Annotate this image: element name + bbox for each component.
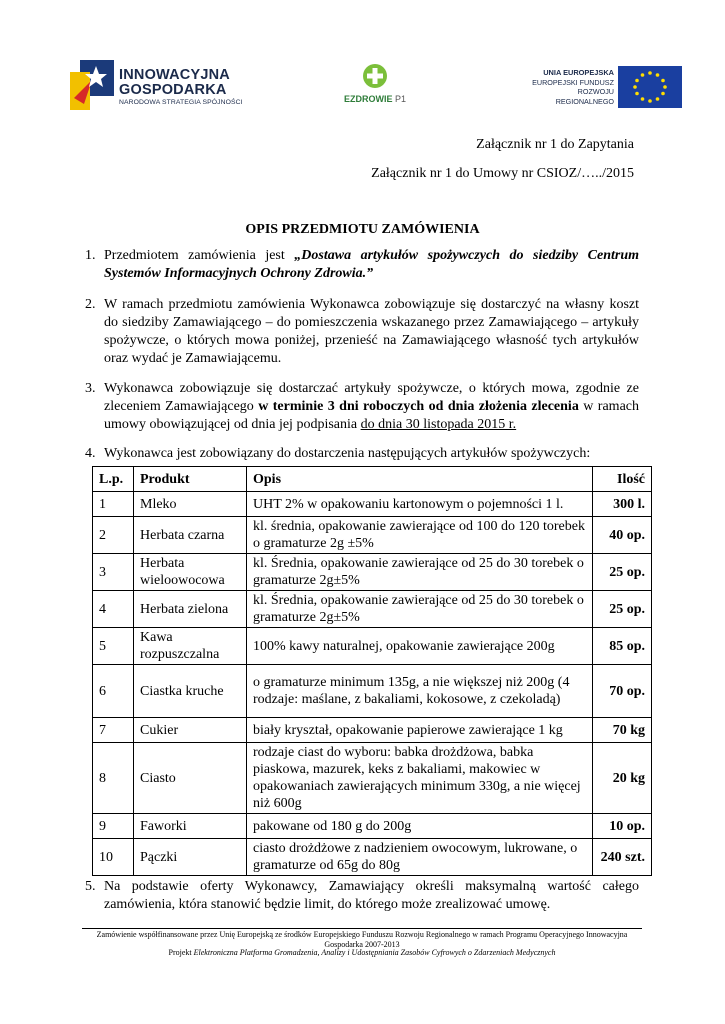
footer-project-note: Projekt Elektroniczna Platforma Gromadzenia, Analizy i Udostępniania Zasobów Cyfrowych o Zdarzeniach Medycznych bbox=[168, 948, 556, 957]
paragraph-number: 1. bbox=[85, 248, 96, 263]
attachment-ref-inquiry: Załącznik nr 1 do Zapytania bbox=[476, 137, 634, 152]
paragraph-5: 5. Na podstawie oferty Wykonawcy, Zamawiający określi maksymalną wartość całego zamówienia, która stanowić będzie limit, do którego może zrealizować umowę. bbox=[85, 879, 639, 912]
ezdrowie-cross-icon bbox=[363, 64, 387, 88]
paragraph-number: 4. bbox=[85, 446, 96, 461]
paragraph-4: 4. Wykonawca jest zobowiązany do dostarczenia następujących artykułów spożywczych: bbox=[85, 446, 591, 461]
table-row: 6 Ciastka kruche o gramaturze minimum 135g, a nie większej niż 200g (4 rodzaje: maślane, z bakaliami, kokosowe, z czekoladą) 70 op. bbox=[93, 665, 652, 718]
col-header-lp: L.p. bbox=[93, 467, 134, 492]
table-row: 1 Mleko UHT 2% w opakowaniu kartonowym o pojemności 1 l. 300 l. bbox=[93, 492, 652, 517]
innowacyjna-gospodarka-subtitle: NARODOWA STRATEGIA SPÓJNOŚCI bbox=[119, 99, 243, 106]
attachment-ref-contract: Załącznik nr 1 do Umowy nr CSIOZ/…../2015 bbox=[371, 166, 634, 181]
table-row: 4 Herbata zielona kl. Średnia, opakowanie zawierające od 25 do 30 torebek o gramaturze 2g±5% 25 op. bbox=[93, 591, 652, 628]
footer-funding-note: Zamówienie współfinansowane przez Unię Europejską ze środków Europejskiego Funduszu Rozwoju Regionalnego w ramach Programu Operacyjnego Innowacyjna Gospodarka 2007-2013 bbox=[96, 930, 628, 949]
col-header-description: Opis bbox=[247, 467, 593, 492]
paragraph-number: 3. bbox=[85, 381, 96, 396]
table-row: 7 Cukier biały kryształ, opakowanie papierowe zawierające 1 kg 70 kg bbox=[93, 718, 652, 743]
paragraph-number: 2. bbox=[85, 297, 96, 312]
ezdrowie-logo-text: EZDROWIE P1 bbox=[344, 94, 407, 104]
table-row: 5 Kawa rozpuszczalna 100% kawy naturalnej, opakowanie zawierające 200g 85 op. bbox=[93, 628, 652, 665]
eu-flag-icon bbox=[618, 66, 682, 108]
items-table bbox=[92, 466, 652, 876]
paragraph-1: 1. Przedmiotem zamówienia jest „Dostawa artykułów spożywczych do siedziby Centrum Systemów Informacyjnych Ochrony Zdrowia.” bbox=[85, 248, 639, 281]
table-row: 9 Faworki pakowane od 180 g do 200g 10 op. bbox=[93, 814, 652, 839]
paragraph-2: 2. W ramach przedmiotu zamówienia Wykonawca zobowiązuje się dostarczyć na własny koszt do siedziby Zamawiającego – do pomieszczenia wskazanego przez Zamawiającego – artykuły spożywcze, o których mowa poniżej, przenieść na Zamawiającego własność tych artykułów oraz wydać je Zamawiającemu. bbox=[85, 297, 639, 366]
col-header-product: Produkt bbox=[134, 467, 247, 492]
contract-end-date: do dnia 30 listopada 2015 r. bbox=[360, 417, 517, 432]
table-row: 8 Ciasto rodzaje ciast do wyboru: babka drożdżowa, babka piaskowa, mazurek, keks z bakaliami, makowiec w opakowaniach zawierających minimum 330g, a nie więcej niż 600g 20 kg bbox=[93, 743, 652, 814]
ue-logo-text: UNIA EUROPEJSKA EUROPEJSKI FUNDUSZ ROZWOJU REGIONALNEGO bbox=[532, 68, 614, 106]
innowacyjna-gospodarka-logo-text: INNOWACYJNA GOSPODARKA bbox=[119, 67, 230, 98]
table-row: 3 Herbata wieloowocowa kl. Średnia, opakowanie zawierające od 25 do 30 torebek o gramaturze 2g±5% 25 op. bbox=[93, 554, 652, 591]
table-row: 2 Herbata czarna kl. średnia, opakowanie zawierające od 100 do 120 torebek o gramaturze 2g ±5% 40 op. bbox=[93, 517, 652, 554]
footer-divider bbox=[82, 928, 642, 929]
paragraph-3: 3. Wykonawca zobowiązuje się dostarczać artykuły spożywcze, o których mowa, zgodnie ze zleceniem Zamawiającego w terminie 3 dni roboczych od dnia złożenia zlecenia w ramach umowy obowiązującej od dnia jej podpisania do dnia 30 listopada 2015 r. bbox=[85, 381, 639, 432]
innowacyjna-gospodarka-logo-icon bbox=[70, 58, 114, 110]
delivery-deadline: w terminie 3 dni roboczych od dnia złożenia zlecenia bbox=[258, 399, 579, 414]
order-subject: „Dostawa artykułów spożywczych do siedziby Centrum Systemów Informacyjnych Ochrony Zdrowia.” bbox=[104, 248, 639, 281]
table-row: 10 Pączki ciasto drożdżowe z nadzieniem owocowym, lukrowane, o gramaturze od 65g do 80g 240 szt. bbox=[93, 839, 652, 876]
page-title: OPIS PRZEDMIOTU ZAMÓWIENIA bbox=[245, 222, 480, 237]
paragraph-number: 5. bbox=[85, 879, 96, 894]
col-header-quantity: Ilość bbox=[593, 467, 652, 492]
table-header-row bbox=[93, 467, 652, 492]
